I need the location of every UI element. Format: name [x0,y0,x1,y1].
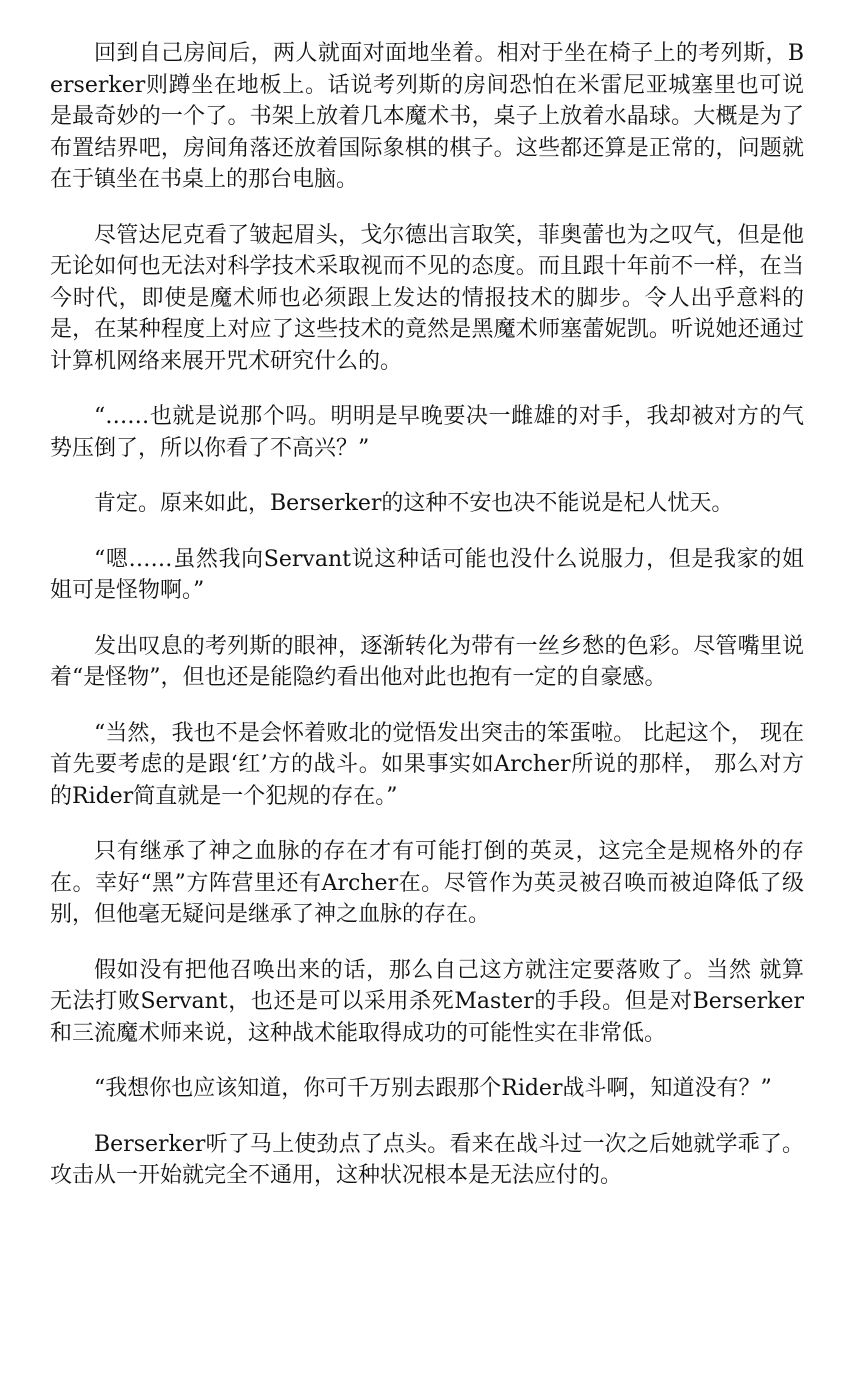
paragraph-1: 回到自己房间后，两人就面对面地坐着。相对于坐在椅子上的考列斯，Berserker则蹲坐在地板上。话说考列斯的房间恐怕在米雷尼亚城塞里也可说是最奇妙的一个了。书架上放着几本魔术书，桌子上放着水晶球。大概是为了布置结界吧，房间角落还放着国际象棋的棋子。这些都还算是正常的，问题就在于镇坐在书桌上的那台电脑。 [50,41,804,192]
paragraph-10: “我想你也应该知道，你可千万别去跟那个Rider战斗啊，知道没有？” [94,1076,772,1101]
paragraph-8: 只有继承了神之血脉的存在才有可能打倒的英灵，这完全是规格外的存在。幸好“黑”方阵营里还有Archer在。尽管作为英灵被召唤而被迫降低了级别，但他毫无疑问是继承了神之血脉的存在。 [50,839,804,927]
paragraph-2: 尽管达尼克看了皱起眉头，戈尔德出言取笑，菲奥蕾也为之叹气，但是他无论如何也无法对科学技术采取视而不见的态度。而且跟十年前不一样，在当今时代，即使是魔术师也必须跟上发达的情报技术的脚步。令人出乎意料的是，在某种程度上对应了这些技术的竟然是黑魔术师塞蕾妮凯。听说她还通过计算机网络来展开咒术研究什么的。 [50,222,804,374]
paragraph-11: Berserker听了马上使劲点了点头。看来在战斗过一次之后她就学乖了。攻击从一开始就完全不通用，这种状况根本是无法应付的。 [50,1131,804,1188]
paragraph-9: 假如没有把他召唤出来的话，那么自己这方就注定要落败了。当然 就算无法打败Servant，也还是可以采用杀死Master的手段。但是对Berserker和三流魔术师来说，这种战术能取得成功的可能性实在非常低。 [50,957,804,1046]
paragraph-4: 肯定。原来如此，Berserker的这种不安也决不能说是杞人忧天。 [94,491,734,516]
paragraph-6: 发出叹息的考列斯的眼神，逐渐转化为带有一丝乡愁的色彩。尽管嘴里说着“是怪物”，但也还是能隐约看出他对此也抱有一定的自豪感。 [50,633,804,690]
paragraph-5: “嗯……虽然我向Servant说这种话可能也没什么说服力，但是我家的姐姐可是怪物啊。” [50,546,804,603]
paragraph-7: “当然，我也不是会怀着败北的觉悟发出突击的笨蛋啦。 比起这个， 现在首先要考虑的是跟‘红’方的战斗。如果事实如Archer所说的那样， 那么对方的Rider简直就是一个犯规的存在。” [50,720,804,809]
paragraph-3: “……也就是说那个吗。明明是早晚要决一雌雄的对手，我却被对方的气势压倒了，所以你看了不高兴？” [50,404,804,461]
